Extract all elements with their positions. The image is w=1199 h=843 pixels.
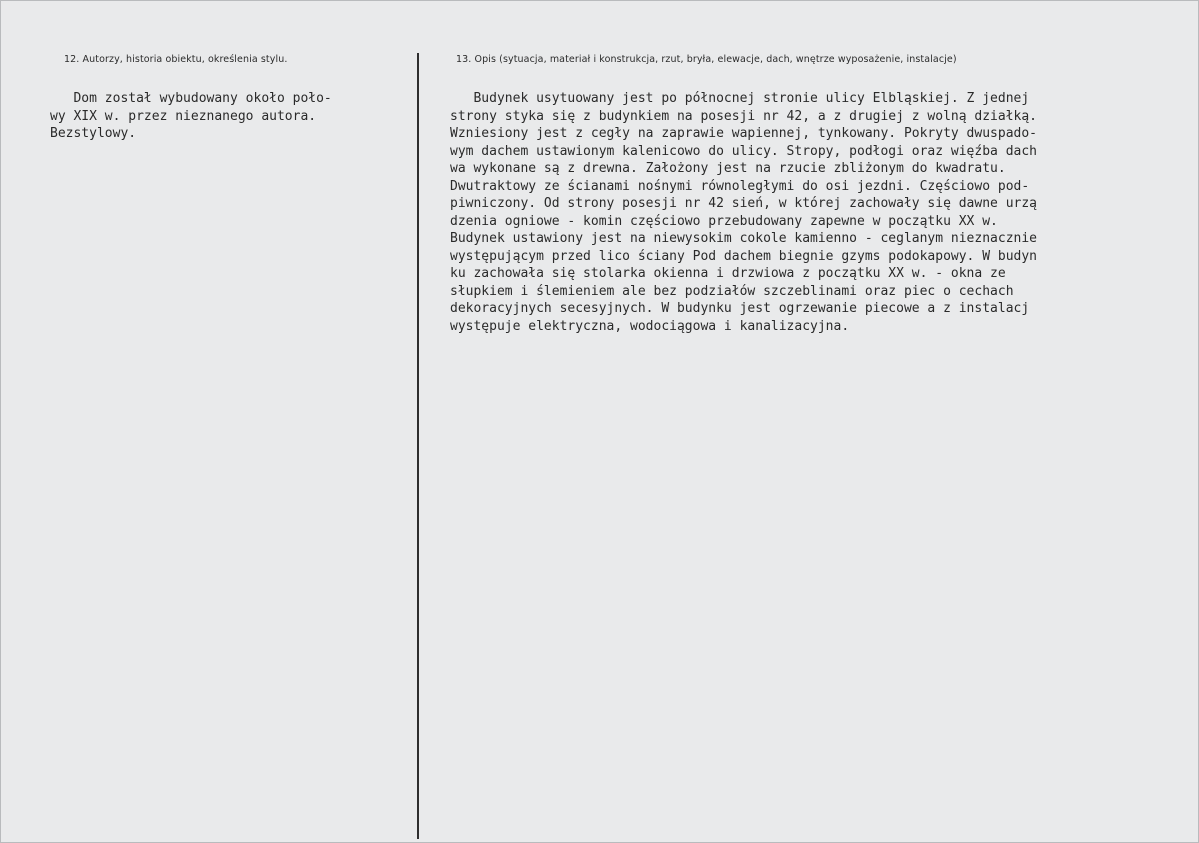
text-line: Budynek usytuowany jest po północnej stronie ulicy Elbląskiej. Z jednej <box>450 91 1030 106</box>
section-13-text <box>450 90 1037 335</box>
text-line: występuje elektryczna, wodociągowa i kanalizacyjna. <box>450 318 850 334</box>
text-line: słupkiem i ślemieniem ale bez podziałów szczeblinami oraz piec o cechach <box>450 283 1014 299</box>
text-line: dekoracyjnych secesyjnych. W budynku jest ogrzewanie piecowe a z instalacj <box>450 301 1030 316</box>
text-line: występującym przed lico ściany Pod dachem biegnie gzyms podokapowy. W budyn <box>450 248 1037 264</box>
section-12-text <box>50 90 332 143</box>
text-line: wa wykonane są z drewna. Założony jest na rzucie zbliżonym do kwadratu. <box>450 161 1006 176</box>
text-line: Wzniesiony jest z cegły na zaprawie wapiennej, tynkowany. Pokryty dwuspado- <box>450 126 1037 141</box>
text-line: strony styka się z budynkiem na posesji nr 42, a z drugiej z wolną działką. <box>450 108 1037 124</box>
column-divider <box>417 53 419 839</box>
text-line: wy XIX w. przez nieznanego autora. <box>50 108 317 124</box>
text-line: Dom został wybudowany około poło- <box>50 91 332 106</box>
section-13-heading: 13. Opis (sytuacja, materiał i konstrukcja, rzut, bryła, elewacje, dach, wnętrze wyposażenie, instalacje) <box>456 54 957 65</box>
text-line: Dwutraktowy ze ścianami nośnymi równoległymi do osi jezdni. Częściowo pod- <box>450 178 1030 194</box>
text-line: Bezstylowy. <box>50 126 137 141</box>
text-line: Budynek ustawiony jest na niewysokim cokole kamienno - ceglanym nieznacznie <box>450 231 1037 246</box>
section-12-heading: 12. Autorzy, historia obiektu, określenia stylu. <box>64 54 288 65</box>
text-line: dzenia ogniowe - komin częściowo przebudowany zapewne w początku XX w. <box>450 213 998 229</box>
text-line: wym dachem ustawionym kalenicowo do ulicy. Stropy, podłogi oraz więźba dach <box>450 143 1037 159</box>
text-line: ku zachowała się stolarka okienna i drzwiowa z początku XX w. - okna ze <box>450 266 1006 281</box>
text-line: piwniczony. Od strony posesji nr 42 sień, w której zachowały się dawne urzą <box>450 196 1037 211</box>
